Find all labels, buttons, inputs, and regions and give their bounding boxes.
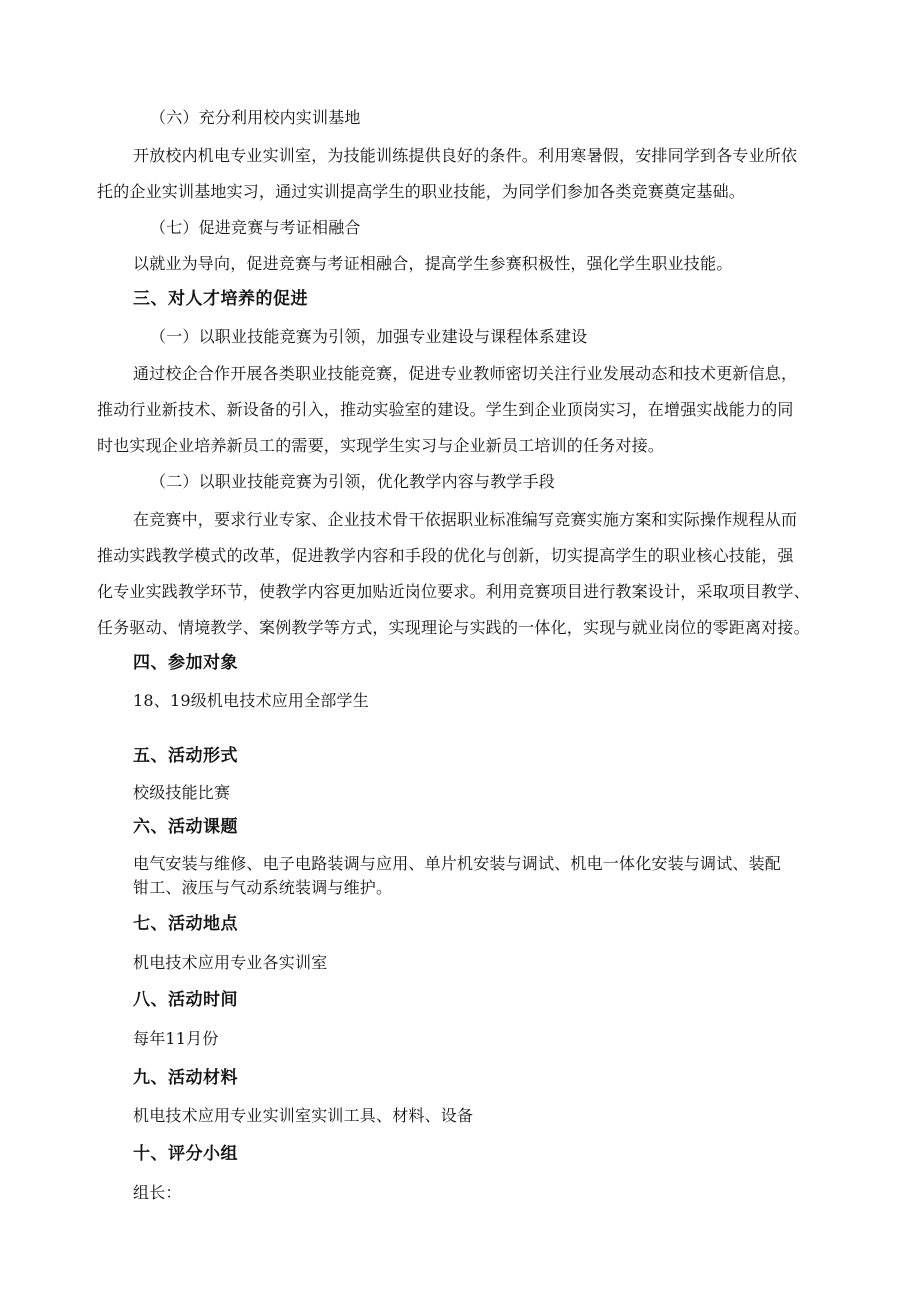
paragraph-line: 每年11月份 [133,1029,219,1048]
heading-5: 五、活动形式 [133,746,238,766]
heading-7: 七、活动地点 [133,914,238,934]
subheading-6: （六）充分利用校内实训基地 [150,108,361,127]
paragraph-line: 托的企业实训基地实习，通过实训提高学生的职业技能，为同学们参加各类竞赛奠定基础。 [97,182,746,201]
paragraph-line: 钳工、液压与气动系统装调与维护。 [133,878,393,897]
paragraph-line: 开放校内机电专业实训室，为技能训练提供良好的条件。利用寒暑假，安排同学到各专业所依 [133,146,798,165]
heading-3: 三、对人才培养的促进 [133,289,308,309]
subheading-3-2: （二）以职业技能竞赛为引领，优化教学内容与教学手段 [150,472,556,491]
paragraph-line: 机电技术应用专业各实训室 [133,953,328,972]
paragraph-line: 推动实践教学模式的改革，促进教学内容和手段的优化与创新，切实提高学生的职业核心技能，强 [97,546,794,565]
paragraph-line: 化专业实践教学环节，使教学内容更加贴近岗位要求。利用竞赛项目进行教案设计，采取项目教学、 [97,582,810,601]
paragraph-line: 组长： [133,1183,182,1202]
paragraph-line: 校级技能比赛 [133,783,231,802]
heading-4: 四、参加对象 [133,653,238,673]
subheading-7: （七）促进竞赛与考证相融合 [150,218,361,237]
heading-6: 六、活动课题 [133,817,238,837]
paragraph-line: 18、19级机电技术应用全部学生 [133,691,369,710]
heading-10: 十、评分小组 [133,1144,238,1164]
paragraph-line: 电气安装与维修、电子电路装调与应用、单片机安装与调试、机电一体化安装与调试、装配 [133,854,782,873]
paragraph-line: 时也实现企业培养新员工的需要，实现学生实习与企业新员工培训的任务对接。 [97,436,665,455]
subheading-3-1: （一）以职业技能竞赛为引领，加强专业建设与课程体系建设 [150,327,588,346]
paragraph-line: 任务驱动、情境教学、案例教学等方式，实现理论与实践的一体化，实现与就业岗位的零距离对接。 [97,618,810,637]
heading-9: 九、活动材料 [133,1068,238,1088]
paragraph-line: 以就业为导向，促进竞赛与考证相融合，提高学生参赛积极性，强化学生职业技能。 [133,254,733,273]
paragraph-line: 通过校企合作开展各类职业技能竞赛，促进专业教师密切关注行业发展动态和技术更新信息， [133,364,798,383]
paragraph-line: 机电技术应用专业实训室实训工具、材料、设备 [133,1106,474,1125]
heading-8: 八、活动时间 [133,990,238,1010]
paragraph-line: 推动行业新技术、新设备的引入，推动实验室的建设。学生到企业顶岗实习，在增强实战能力的同 [97,400,794,419]
paragraph-line: 在竞赛中，要求行业专家、企业技术骨干依据职业标准编写竞赛实施方案和实际操作规程从而 [133,510,798,529]
